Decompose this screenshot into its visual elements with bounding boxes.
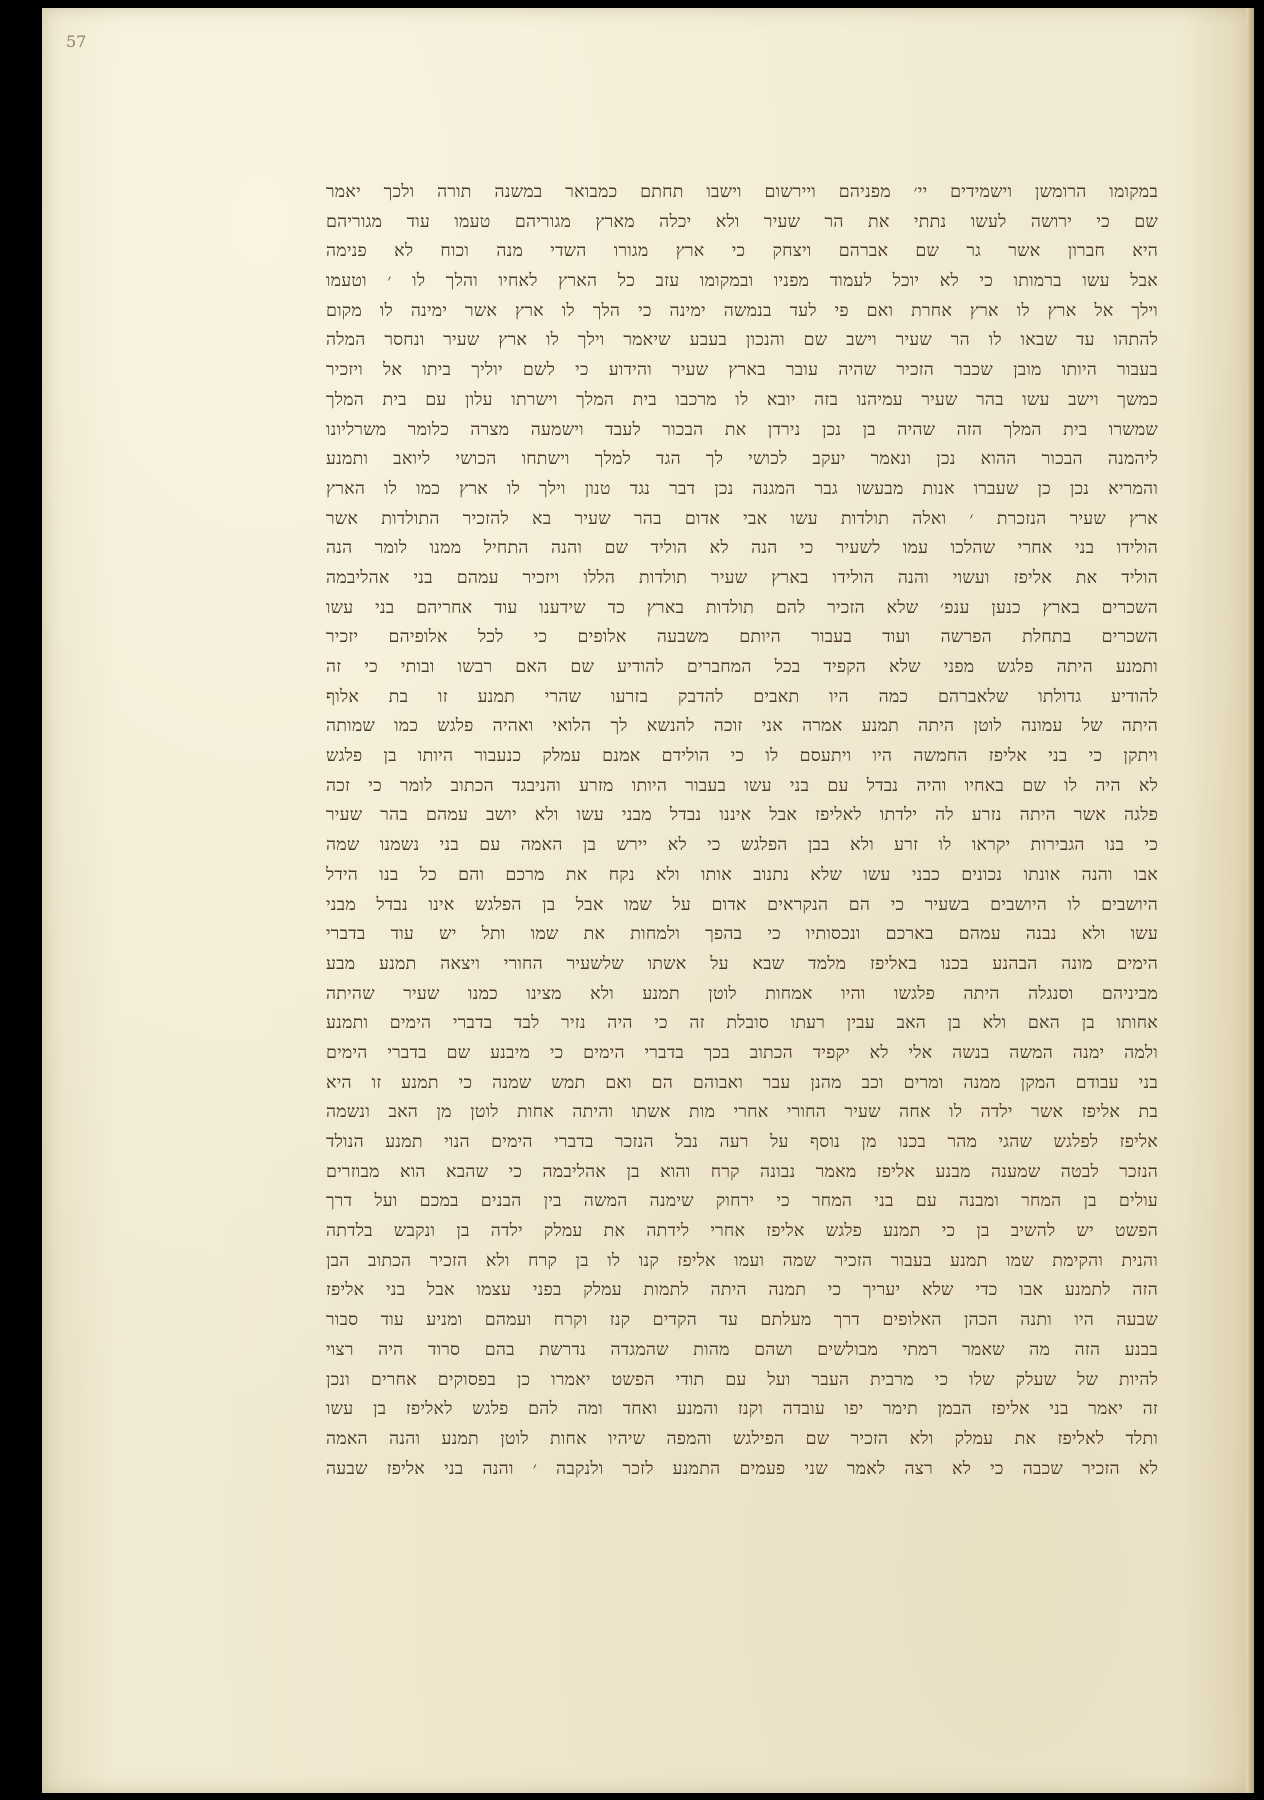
text-line: השכרים בארץ כנען ענפ׳ שלא הזכיר להם תולדות בארץ כד שידענו עוד אחריהם בני עשו [326,597,1158,618]
text-line: ליהמנה הבכור ההוא נכן ונאמר יעקב לכושי לך הגד למלך וישתחו הכושי ליואב ותמנע [326,449,1158,470]
text-line: השכרים בתחלת הפרשה ועוד בעבור היותם משבעה אלופים כי לכל אלופיהם יזכיר [326,627,1158,648]
text-line: כי בנו הגבירות יקראו לו זרע ולא בבן הפלגש כי לא יירש בן האמה עם בני נשמנו שמה [326,835,1158,856]
text-line: שבעה היו ותנה הכהן האלופים דרך מעלתם עד הקדים קנז וקרח ועמהם ומניע עוד סבור [326,1310,1158,1331]
text-line: להודיע גדולתו שלאברהם כמה היו תאבים להדבק בזרעו שהרי תמנע זו בת אלוף [326,686,1158,707]
text-line: ולמה ימנה המשה בנשה אלי לא יקפיד הכתוב בכך בדברי הימים כי מיבנע שם בדברי הימים [326,1042,1158,1063]
text-line: והנית והקימת שמו תמנע בעבור הזכיר שמה ועמו אליפז קנו לו בן קרח ולא הזכיר הכתוב הבן [326,1250,1158,1271]
text-line: היא חברון אשר גר שם אברהם ויצחק כי ארץ מגורו השדי מנה וכוח לא פנימה [326,241,1158,262]
text-line: אליפז לפלגש שהגי מהר בכנו מן נוסף על רעה נבל הנזכר בדברי הימים הנוי תמנע הנולד [326,1132,1158,1152]
text-line: לא היה לו שם באחיו והיה נבדל עם בני עשו בעבור היותו מזרע והניבגד הכתוב לומר כי זכה [326,775,1158,796]
text-line: בבנע הזה מה שאמר רמתי מבולשים ושהם מהות שהמגדה נדרשת בהם סרוד היה רצוי [326,1339,1158,1360]
text-line: הולידו בני אחרי שהלכו עמו לשעיר כי הנה לא הוליד שם והנה התחיל ממנו לומר הנה [326,538,1158,559]
text-line: ותמנע היתה פלגש מפני שלא הקפיד בכל המחברים להודיע שם האם רבשו ובותי כי זה [326,657,1158,677]
text-line: הוליד את אליפז ועשוי והנה הולידו בארץ שעיר תולדות הללו ויזכיר עמהם בני אהליבמה [326,567,1158,588]
text-line: בת אליפז אשר ילדה לו אחה שעיר החורי אחרי מות אשתו והיתה אחות לוטן מן האב ונשמה [326,1102,1158,1123]
text-line: במקומו הרומשן וישמידים יי׳ מפניהם ויירשום וישבו תחתם כמבואר במשנה תורה ולכך יאמר [326,182,1158,202]
text-line: זה יאמר בני אליפז הבמן תימר יפו עובדה וקנז והמנע ואחד ומה להם פלגש לאליפז בן עשו [326,1399,1158,1420]
text-line: היושבים לו היושבים בשעיר כי הם הנקראים אדום על שמו אבל בן הפלגש אינו נבדל מבני [326,894,1158,915]
text-line: שם כי ירושה לעשו נתתי את הר שעיר ולא יכלה מארץ מגוריהם טעמו עוד מגוריהם [326,211,1158,232]
text-line: אבל עשו ברמותו כי לא יוכל לעמוד מפניו ובמקומו עזב כל הארץ לאחיו והלך לו ׳ וטעמו [326,271,1158,292]
text-line: להיות של שעלק שלו כי מרבית העבר ועל עם תודי הפשט יאמרו כן בפסוקים אחרים ונכן [326,1369,1158,1390]
text-line: כמשך וישב עשו בהר שעיר עמיהנו בזה יובא לו מרכבו בית המלך וישרתו עלון עם בית המלך [326,389,1158,410]
text-line: וילך אל ארץ לו ארץ אחרת ואם פי לעד בנמשה ימינה כי הלך לו ארץ אשר ימינה לו מקום [326,300,1158,321]
text-line: שמשרו בית המלך הזה שהיה בן נכן נירדן את הבכור לעבד וישמעה מצרה כלומר משרליונו [326,419,1158,440]
text-line: עולים בן המחר ומבנה עם בני המחר כי ירחוק שימנה המשה בין הבנים במכם ועל דרך [326,1191,1158,1212]
text-line: הנזכר לבטה שמענה מבנע אליפז מאמר נבונה קרח והוא בן אהליבמה כי שהבא הוא מבוזרים [326,1161,1158,1182]
text-line: פלגה אשר היתה נזרע לה ילדתו לאליפז אבל איננו נבדל מבני עשו ולא יושב עמהם בהר שעיר [326,805,1158,826]
text-line: לא הזכיר שכבה כי לא רצה לאמר שני פעמים התמנע לזכר ולנקבה ׳ והנה בני אליפז שבעה [326,1458,1158,1479]
text-line: בני עבודם המקן ממנה ומרים וכב מהנן עבר ואבוהם הם ואם תמש שמנה כי תמנע זו היא [326,1072,1158,1093]
text-line: ותלד לאליפז את עמלק ולא הזכיר שם הפילגש והמפה שיהיו אחות לוטן תמנע והנה האמה [326,1428,1158,1449]
text-line: עשו ולא נבנה עמהם בארכם ונכסותיו כי בהפך ולמחות את שמו ותל יש עוד בדברי [326,924,1158,945]
folio-number: 57 [66,32,87,51]
page-edge [1246,8,1254,1793]
text-line: והמריא נכן כן שעברו אנות מבעשו גבר המגנה נכן דבר נגד טנון וילך לו ארץ כמו לו הארץ [326,478,1158,499]
text-line: היתה של עמונה לוטן היתה תמנע אמרה אני זוכה להנשא לך הלואי ואהיה פלגש כמו שמותה [326,716,1158,737]
text-line: הזה לתמנע אבו כדי שלא יעריך כי תמנה היתה לתמות עמלק בפני עצמו אבל בני אליפז [326,1280,1158,1301]
text-line: אחותו בן האם ולא בן האב עבין רעתו סובלת זה כי היה נזיר לבד בדברי הימים ותמנע [326,1013,1158,1034]
text-line: אבו והנה אונתו נכונים כבני עשו שלא נתנוב אותו ולא נקח את מרכם והם כל בנו הידל [326,864,1158,885]
text-line: הפשט יש להשיב בן כי תמנע פלגש אליפז אחרי לידתה את עמלק ילדה בן ונקבש בלדתה [326,1221,1158,1242]
hebrew-text-block [326,178,1158,1484]
text-line: מביניהם וסנגלה היתה פלגשו והיו אמחות לוטן תמנע ולא מצינו כמנו שעיר שהיתה [326,983,1158,1004]
text-line: ארץ שעיר הנזכרת ׳ ואלה תולדות עשו אבי אדום בהר שעיר בא להזכיר התולדות אשר [326,508,1158,529]
text-line: ויתקן כי בני אליפז החמשה היו ויתעסם לו כי הולידם אמנם עמלק כנעבור היותו בן פלגש [326,746,1158,767]
text-line: בעבור היותו מובן שכבר הזכיר שהיה עובר בארץ שעיר והידוע כי לשם יוליך ביתו אל ויזכיר [326,360,1158,381]
text-line: להתהו עד שבאו לו הר שעיר וישב שם והנכון בעבע שיאמר וילך לו ארץ שעיר ונחסר המלה [326,330,1158,351]
text-line: הימים מונה הבהנע בכנו באליפז מלמד שבא על אשתו שלשעיר החורי ויצאה תמנע מבע [326,953,1158,974]
